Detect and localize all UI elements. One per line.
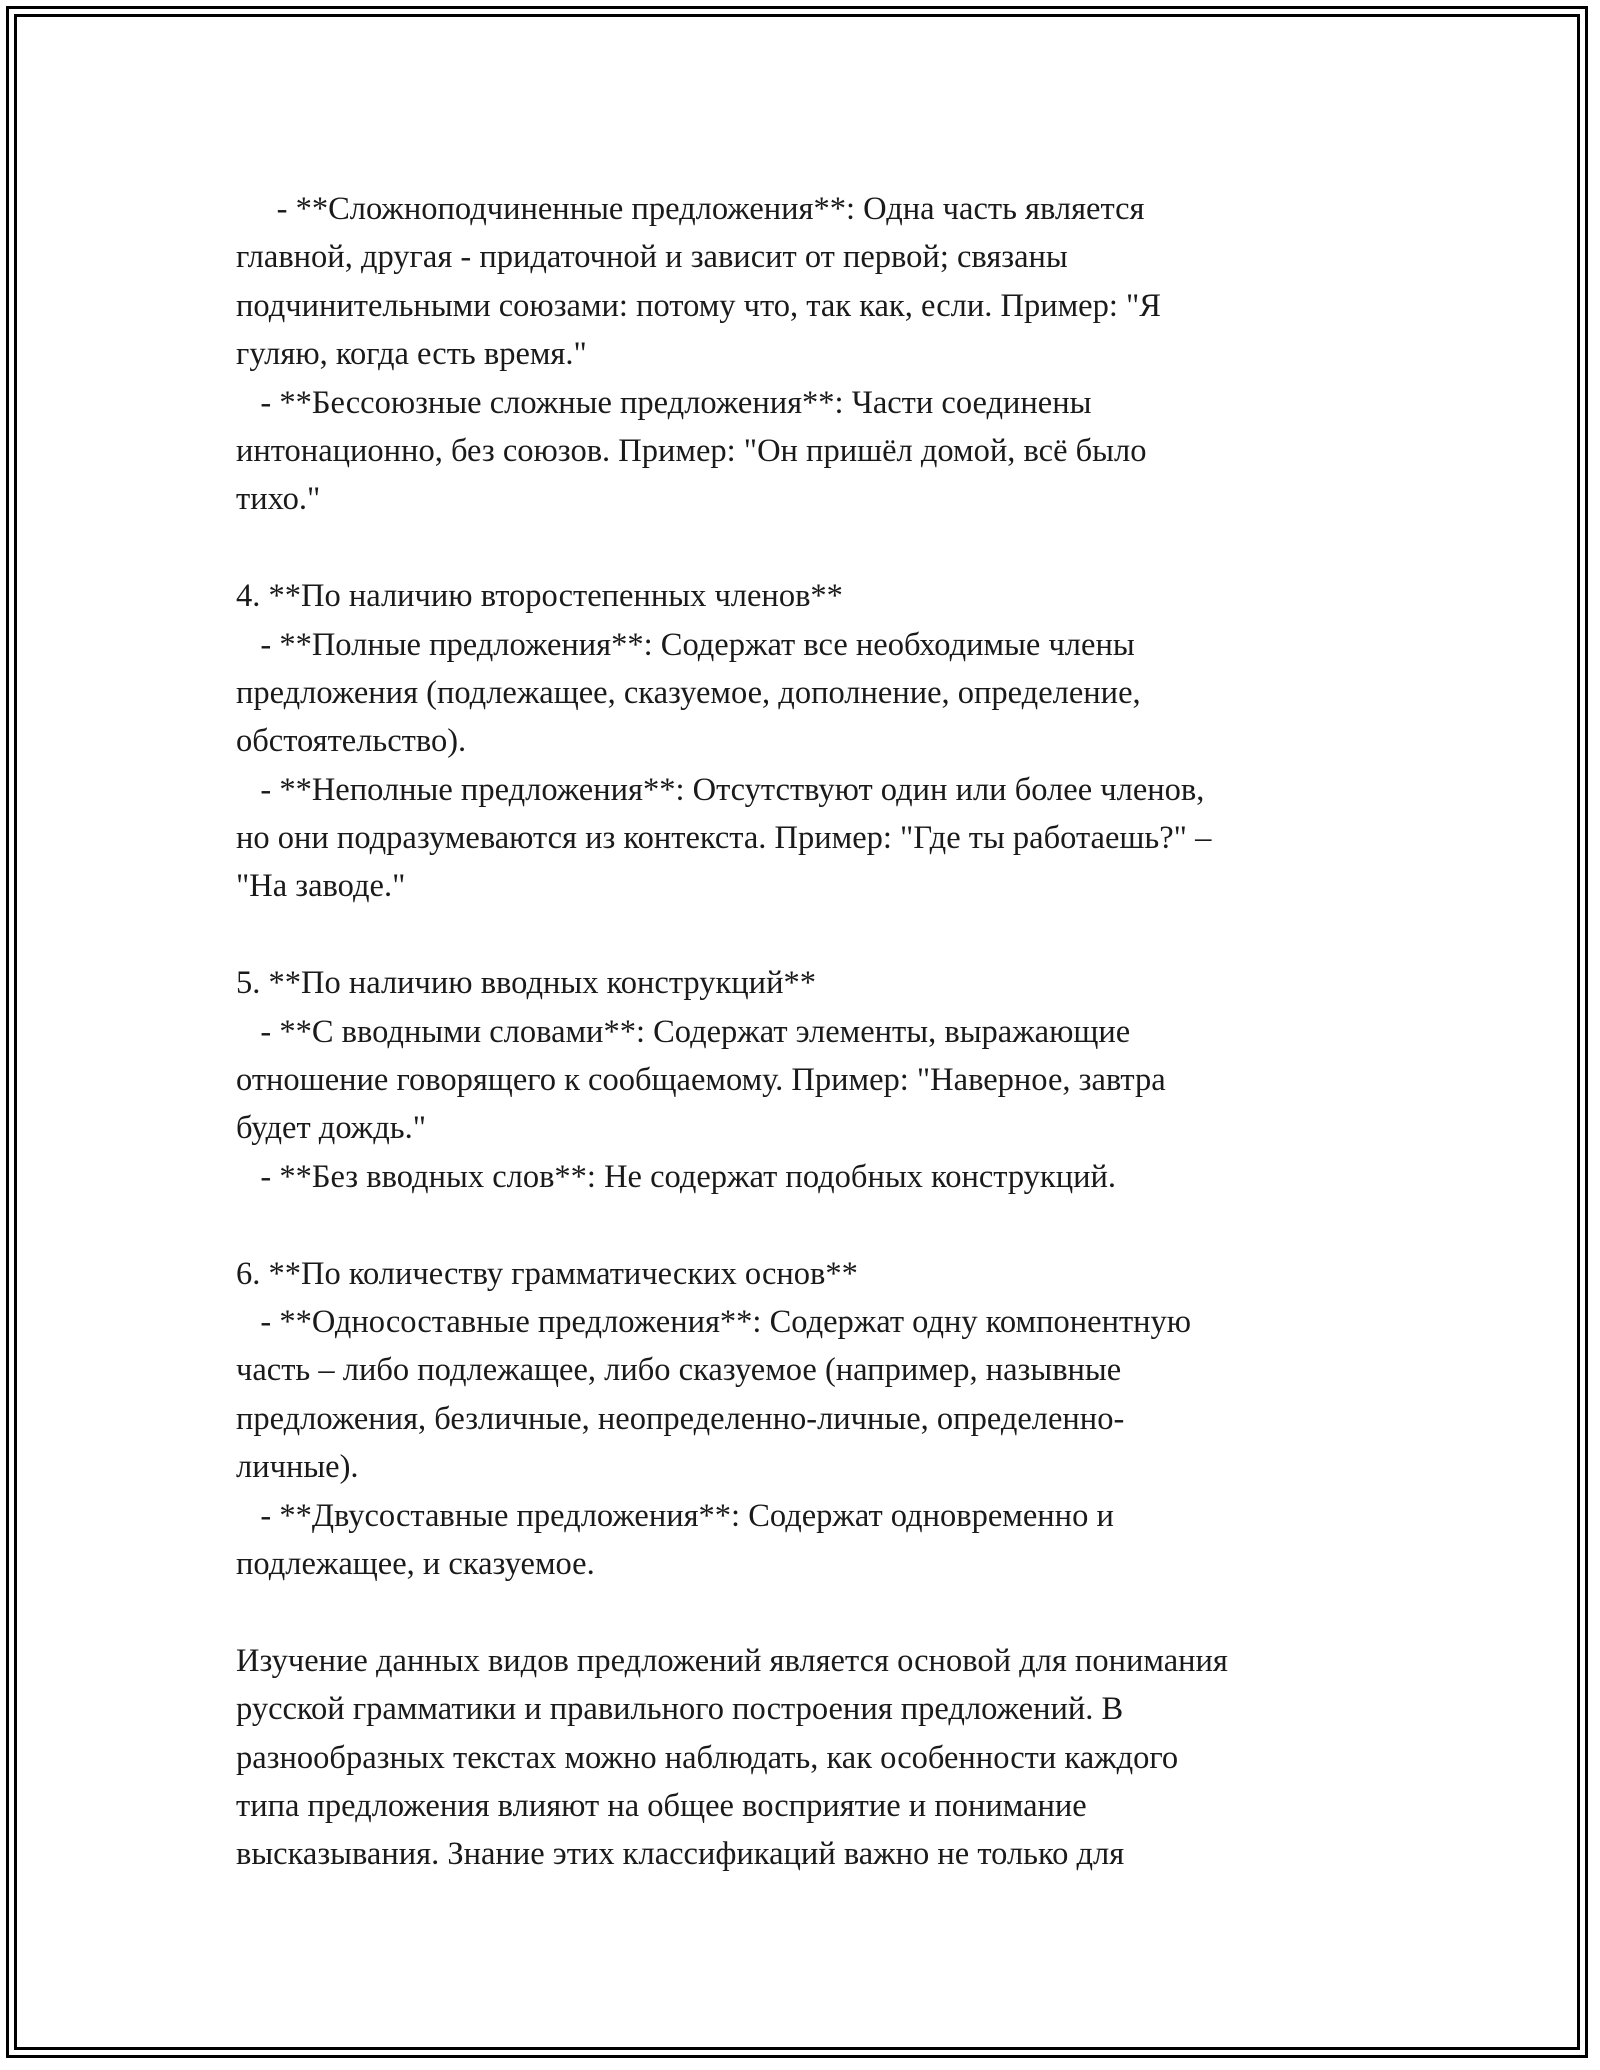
text-line: - **С вводными словами**: Содержат элементы, выражающие (236, 1013, 1131, 1050)
text-line: обстоятельство). (236, 723, 467, 760)
text-line: гуляю, когда есть время." (236, 336, 587, 373)
paragraph-line: разнообразных текстах можно наблюдать, как особенности каждого (236, 1739, 1179, 1776)
section-heading: 5. **По наличию вводных конструкций** (236, 965, 816, 1002)
blank-line (236, 911, 1386, 959)
text-line: предложения, безличные, неопределенно-личные, определенно- (236, 1400, 1125, 1437)
text-line: главной, другая - придаточной и зависит от первой; связаны (236, 239, 1068, 276)
paragraph-line: типа предложения влияют на общее восприятие и понимание (236, 1787, 1087, 1824)
blank-line (236, 1201, 1386, 1249)
paragraph-line: Изучение данных видов предложений является основой для понимания (236, 1642, 1228, 1679)
text-line: - **Без вводных слов**: Не содержат подобных конструкций. (236, 1158, 1117, 1195)
text-line: интонационно, без союзов. Пример: "Он пришёл домой, всё было (236, 432, 1147, 469)
text-line: подчинительными союзами: потому что, так как, если. Пример: "Я (236, 287, 1161, 324)
text-line: - **Бессоюзные сложные предложения**: Части соединены (236, 384, 1092, 421)
text-line: будет дождь." (236, 1110, 426, 1147)
text-line: "На заводе." (236, 868, 406, 905)
text-line: - **Полные предложения**: Содержат все необходимые члены (236, 626, 1135, 663)
text-line: - **Односоставные предложения**: Содержат одну компонентную (236, 1303, 1192, 1340)
text-line: отношение говорящего к сообщаемому. Пример: "Наверное, завтра (236, 1062, 1166, 1099)
text-line: предложения (подлежащее, сказуемое, дополнение, определение, (236, 674, 1141, 711)
section-heading: 6. **По количеству грамматических основ** (236, 1255, 858, 1292)
text-line: часть – либо подлежащее, либо сказуемое (например, назывные (236, 1352, 1122, 1389)
text-line: тихо." (236, 481, 321, 518)
text-line: подлежащее, и сказуемое. (236, 1545, 595, 1582)
paragraph-line: русской грамматики и правильного построения предложений. В (236, 1691, 1124, 1728)
blank-line (236, 524, 1386, 572)
text-line: - **Сложноподчиненные предложения**: Одна часть является (236, 191, 1145, 227)
text-line: - **Неполные предложения**: Отсутствуют один или более членов, (236, 771, 1205, 808)
blank-line (236, 1588, 1386, 1636)
text-line: личные). (236, 1449, 359, 1486)
text-line: - **Двусоставные предложения**: Содержат одновременно и (236, 1497, 1114, 1534)
document-body (236, 185, 1386, 1879)
text-line: но они подразумеваются из контекста. Пример: "Где ты работаешь?" – (236, 820, 1212, 857)
paragraph-line: высказывания. Знание этих классификаций важно не только для (236, 1836, 1125, 1873)
section-heading: 4. **По наличию второстепенных членов** (236, 578, 843, 615)
